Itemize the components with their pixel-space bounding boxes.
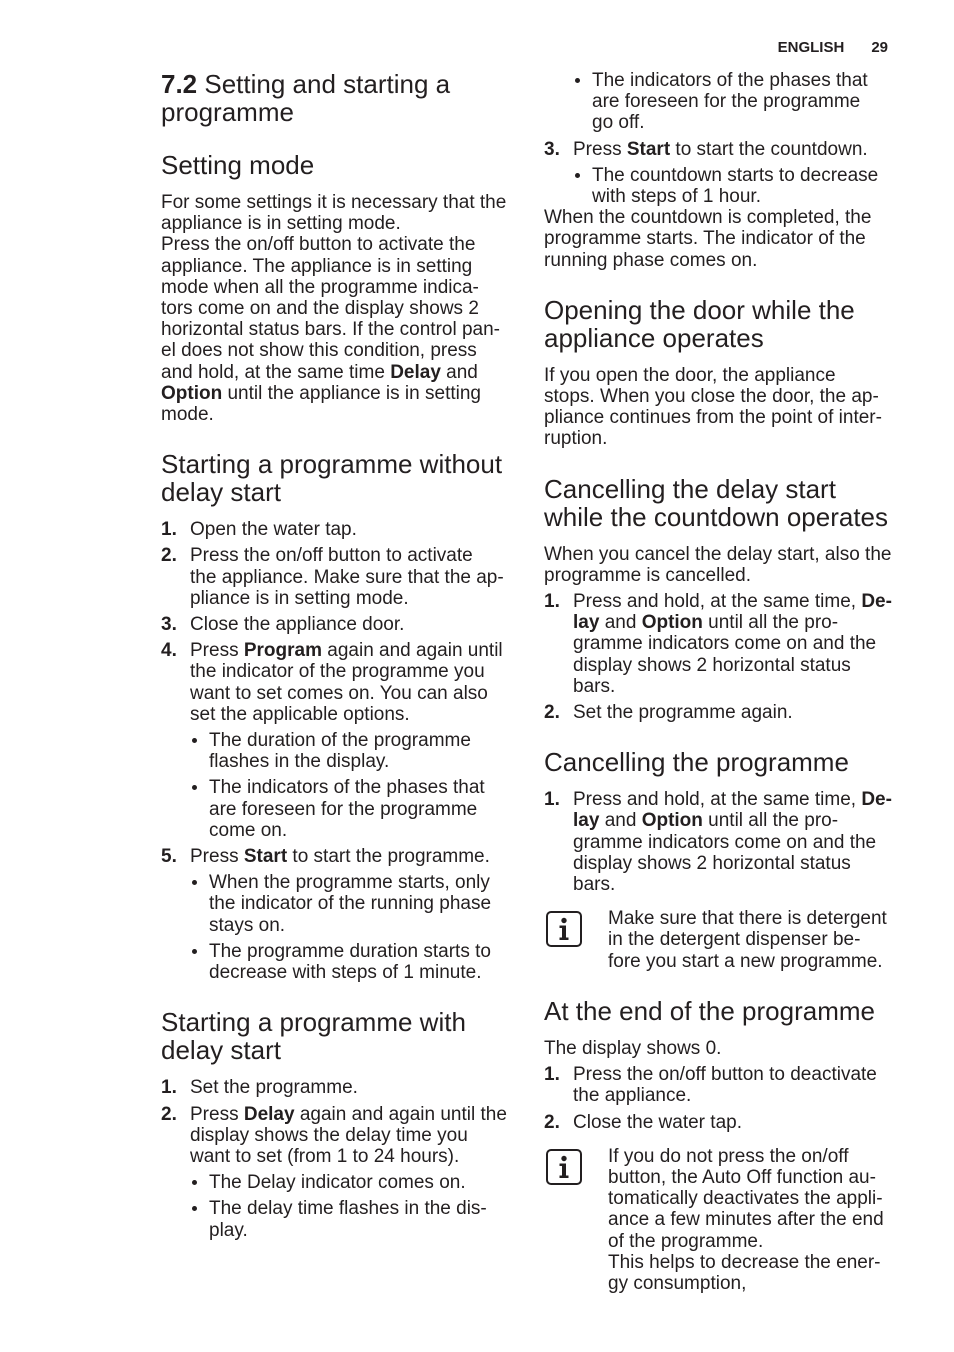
- text-run: Make sure that there is detergent: [608, 908, 887, 930]
- left-column: [161, 70, 521, 1241]
- text-line: [190, 1125, 521, 1146]
- text-line: [161, 383, 521, 404]
- numbered-step: [544, 789, 904, 895]
- numbered-step: [544, 139, 904, 160]
- step-number: 1.: [161, 1077, 177, 1099]
- bullet-point: [161, 1172, 521, 1193]
- text-run: Setting mode: [161, 150, 315, 180]
- paragraph: [544, 365, 904, 450]
- numbered-step: [544, 1064, 904, 1106]
- numbered-step: [161, 519, 521, 540]
- bold-text: Option: [641, 810, 703, 832]
- paragraph: [544, 1038, 904, 1059]
- page-header: [778, 39, 888, 57]
- text-run: bars.: [573, 675, 616, 697]
- text-run: Press: [190, 640, 244, 662]
- text-line: [209, 872, 521, 893]
- text-line: [592, 112, 904, 133]
- bullet-dot: [192, 949, 197, 954]
- text-line: [544, 250, 904, 271]
- page-number: 29: [871, 39, 888, 56]
- text-line: [573, 655, 904, 676]
- step-number: 1.: [544, 1064, 560, 1086]
- text-line: [190, 1146, 521, 1167]
- paragraph: [544, 207, 904, 271]
- text-line: [573, 591, 904, 612]
- text-line: [573, 789, 904, 810]
- text-run: Press the on/off button to activate the: [161, 234, 476, 256]
- language-label: ENGLISH: [777, 39, 845, 56]
- text-line: [161, 98, 521, 126]
- text-line: [608, 1146, 904, 1167]
- text-line: [209, 820, 521, 841]
- info-note: [544, 1146, 904, 1294]
- text-run: display shows 2 horizontal status: [573, 654, 851, 676]
- text-line: [161, 362, 521, 383]
- bullet-point: [161, 872, 521, 936]
- text-line: [161, 234, 521, 255]
- numbered-step: [161, 545, 521, 609]
- text-line: [573, 1112, 904, 1133]
- numbered-step: [544, 591, 904, 697]
- text-run: For some settings it is necessary that the: [161, 192, 507, 213]
- text-line: [190, 519, 521, 540]
- text-run: come on.: [209, 819, 288, 841]
- text-line: [544, 228, 904, 249]
- text-line: [608, 1188, 904, 1209]
- text-line: [161, 192, 521, 213]
- text-line: [161, 319, 521, 340]
- text-run: When you cancel the delay start, also the: [544, 543, 892, 565]
- text-run: of the programme.: [608, 1230, 764, 1252]
- text-line: [209, 941, 521, 962]
- bold-text: Delay: [243, 1103, 295, 1125]
- bullet-point: [161, 1198, 521, 1240]
- bold-text: De-: [861, 591, 892, 613]
- step-number: 5.: [161, 846, 177, 868]
- bullet-point: [161, 777, 521, 841]
- text-run: Press: [190, 1103, 244, 1125]
- text-line: [544, 1038, 904, 1059]
- text-run: until all the pro-: [702, 612, 839, 634]
- text-run: stops. When you close the door, the ap-: [544, 386, 879, 408]
- text-line: [573, 633, 904, 654]
- text-run: are foreseen for the programme: [209, 798, 478, 820]
- text-run: set the applicable options.: [190, 703, 410, 725]
- text-run: again and again until: [322, 640, 503, 662]
- text-line: [190, 545, 521, 566]
- text-run: Press the on/off button to deactivate: [573, 1064, 877, 1086]
- numbered-step: [544, 1112, 904, 1133]
- step-number: 2.: [161, 1103, 177, 1125]
- text-run: appliance operates: [544, 322, 764, 353]
- text-run: Starting a programme with: [161, 1007, 466, 1038]
- info-icon: [546, 1149, 582, 1185]
- text-line: [209, 1220, 521, 1241]
- text-run: delay start: [161, 1035, 281, 1066]
- text-run: until all the pro-: [702, 810, 839, 832]
- text-run: mode when all the programme indica-: [161, 276, 479, 298]
- text-run: Cancelling the programme: [544, 747, 849, 778]
- text-line: [544, 324, 904, 352]
- text-run: The countdown starts to decrease: [592, 164, 879, 186]
- text-run: delay start: [161, 477, 281, 508]
- text-run: Set the programme again.: [573, 702, 793, 724]
- numbered-step: [161, 1077, 521, 1098]
- text-run: Press: [573, 138, 627, 160]
- section-heading: [544, 475, 904, 531]
- text-line: [573, 832, 904, 853]
- text-run: the appliance.: [573, 1085, 692, 1107]
- text-run: Close the water tap.: [573, 1111, 742, 1133]
- text-run: are foreseen for the programme: [592, 91, 861, 113]
- text-run: programme starts. The indicator of the: [544, 228, 866, 250]
- text-line: [209, 915, 521, 936]
- bullet-dot: [192, 738, 197, 743]
- text-run: Set the programme.: [190, 1077, 358, 1099]
- step-number: 1.: [161, 519, 177, 541]
- text-line: [573, 874, 904, 895]
- text-line: [544, 407, 904, 428]
- text-line: [573, 810, 904, 831]
- text-run: At the end of the programme: [544, 995, 875, 1026]
- text-line: [608, 1209, 904, 1230]
- paragraph: [161, 192, 521, 425]
- text-run: and: [599, 612, 642, 634]
- text-run: Press and hold, at the same time,: [573, 591, 862, 613]
- bullet-dot: [192, 1180, 197, 1185]
- text-line: [190, 661, 521, 682]
- text-run: in the detergent dispenser be-: [608, 929, 861, 951]
- text-line: [544, 365, 904, 386]
- text-run: button, the Auto Off function au-: [608, 1166, 876, 1188]
- text-line: [544, 544, 904, 565]
- step-number: 3.: [161, 614, 177, 636]
- text-line: [592, 70, 904, 91]
- text-line: [209, 893, 521, 914]
- text-line: [544, 748, 904, 776]
- bold-text: lay: [573, 612, 600, 634]
- text-line: [608, 951, 904, 972]
- text-run: Close the appliance door.: [190, 614, 405, 636]
- text-line: [161, 256, 521, 277]
- text-run: want to set comes on. You can also: [190, 682, 488, 704]
- text-run: The delay time flashes in the dis-: [209, 1198, 487, 1220]
- text-run: want to set (from 1 to 24 hours).: [190, 1145, 460, 1167]
- text-line: [209, 1172, 521, 1193]
- text-run: fore you start a new programme.: [608, 950, 883, 972]
- text-run: pliance continues from the point of inter-: [544, 407, 882, 429]
- bullet-point: [544, 165, 904, 207]
- section-heading: [544, 997, 904, 1025]
- step-number: 2.: [544, 1111, 560, 1133]
- text-run: programme: [161, 97, 294, 127]
- text-line: [573, 612, 904, 633]
- text-line: [592, 91, 904, 112]
- step-number: 2.: [161, 545, 177, 567]
- text-line: [161, 277, 521, 298]
- text-line: [544, 296, 904, 324]
- text-run: with steps of 1 hour.: [592, 186, 761, 208]
- text-line: [573, 1064, 904, 1085]
- text-run: When the programme starts, only: [209, 872, 490, 894]
- bullet-point: [161, 730, 521, 772]
- text-line: [161, 298, 521, 319]
- text-run: This helps to decrease the ener-: [608, 1251, 881, 1273]
- numbered-step: [161, 614, 521, 635]
- text-line: [161, 340, 521, 361]
- text-run: display shows the delay time you: [190, 1124, 468, 1146]
- text-line: [608, 1231, 904, 1252]
- text-run: and: [440, 361, 478, 383]
- text-run: appliance. The appliance is in setting: [161, 255, 473, 277]
- section-heading: [161, 151, 521, 179]
- text-run: tomatically deactivates the appli-: [608, 1188, 883, 1210]
- numbered-step: [161, 846, 521, 867]
- step-number: 2.: [544, 702, 560, 724]
- text-run: flashes in the display.: [209, 751, 390, 773]
- text-run: The programme duration starts to: [209, 940, 491, 962]
- text-line: [161, 1036, 521, 1064]
- bold-text: Option: [161, 382, 223, 404]
- text-line: [190, 1077, 521, 1098]
- section-heading: [544, 296, 904, 352]
- text-line: [544, 475, 904, 503]
- text-run: If you do not press the on/off: [608, 1145, 849, 1167]
- text-line: [608, 908, 904, 929]
- bold-text: Delay: [390, 361, 441, 383]
- text-line: [161, 478, 521, 506]
- text-run: Press the on/off button to activate: [190, 545, 473, 567]
- bullet-dot: [192, 1206, 197, 1211]
- text-line: [190, 683, 521, 704]
- text-run: until the appliance is in setting: [222, 382, 481, 404]
- bold-text: lay: [573, 810, 600, 832]
- info-note: [544, 908, 904, 972]
- text-line: [592, 165, 904, 186]
- bold-text: Start: [243, 846, 288, 868]
- text-line: [608, 1252, 904, 1273]
- text-run: appliance is in setting mode.: [161, 213, 401, 235]
- text-line: [592, 186, 904, 207]
- text-run: while the countdown operates: [544, 501, 889, 532]
- text-run: play.: [209, 1219, 248, 1241]
- text-line: [544, 207, 904, 228]
- text-run: The Delay indicator comes on.: [209, 1172, 466, 1194]
- text-run: gy consumption,: [608, 1272, 747, 1294]
- text-line: [161, 1008, 521, 1036]
- bullet-dot: [575, 78, 580, 83]
- text-line: [161, 450, 521, 478]
- text-run: again and again until the: [294, 1103, 507, 1125]
- text-run: stays on.: [209, 914, 286, 936]
- bold-text: Program: [243, 640, 322, 662]
- text-run: The duration of the programme: [209, 730, 471, 752]
- text-run: When the countdown is completed, the: [544, 207, 872, 229]
- text-line: [544, 997, 904, 1025]
- bold-text: Start: [626, 138, 671, 160]
- bold-text: De-: [861, 789, 892, 811]
- section-heading: [161, 450, 521, 506]
- text-run: display shows 2 horizontal status: [573, 852, 851, 874]
- text-run: bars.: [573, 874, 616, 896]
- text-run: gramme indicators come on and the: [573, 831, 877, 853]
- text-run: the indicator of the programme you: [190, 661, 485, 683]
- section-heading: [161, 70, 521, 126]
- text-line: [161, 70, 521, 98]
- text-run: to start the countdown.: [670, 138, 868, 160]
- bold-text: 7.2: [161, 69, 198, 99]
- bold-text: Option: [641, 612, 703, 634]
- text-line: [544, 503, 904, 531]
- numbered-step: [544, 702, 904, 723]
- text-run: Setting and starting a: [197, 69, 451, 99]
- text-line: [608, 1273, 904, 1294]
- text-run: and hold, at the same time: [161, 361, 391, 383]
- text-line: [608, 1167, 904, 1188]
- bullet-dot: [192, 785, 197, 790]
- text-line: [209, 751, 521, 772]
- text-run: ance a few minutes after the end: [608, 1209, 884, 1231]
- text-run: Open the water tap.: [190, 519, 357, 541]
- text-run: gramme indicators come on and the: [573, 633, 877, 655]
- text-run: Press: [190, 846, 244, 868]
- bullet-point: [161, 941, 521, 983]
- step-number: 1.: [544, 789, 560, 811]
- text-line: [190, 640, 521, 661]
- text-line: [190, 588, 521, 609]
- text-line: [209, 730, 521, 751]
- text-run: The display shows 0.: [544, 1037, 722, 1059]
- bullet-dot: [192, 880, 197, 885]
- text-run: the appliance. Make sure that the ap-: [190, 566, 504, 588]
- text-run: programme is cancelled.: [544, 564, 751, 586]
- text-run: Cancelling the delay start: [544, 473, 836, 504]
- section-heading: [544, 748, 904, 776]
- text-line: [209, 799, 521, 820]
- text-run: running phase comes on.: [544, 249, 758, 271]
- text-line: [544, 428, 904, 449]
- text-run: decrease with steps of 1 minute.: [209, 962, 482, 984]
- text-line: [573, 139, 904, 160]
- text-line: [209, 777, 521, 798]
- text-run: tors come on and the display shows 2: [161, 298, 479, 320]
- bullet-point: [544, 70, 904, 134]
- text-run: mode.: [161, 404, 214, 426]
- numbered-step: [161, 1104, 521, 1168]
- text-line: [161, 213, 521, 234]
- text-line: [190, 704, 521, 725]
- text-run: Press and hold, at the same time,: [573, 789, 862, 811]
- info-icon: [546, 911, 582, 947]
- numbered-step: [161, 640, 521, 725]
- step-number: 3.: [544, 138, 560, 160]
- step-number: 4.: [161, 640, 177, 662]
- text-line: [573, 1085, 904, 1106]
- text-line: [190, 567, 521, 588]
- text-line: [209, 962, 521, 983]
- text-line: [573, 676, 904, 697]
- text-line: [608, 929, 904, 950]
- text-run: Starting a programme without: [161, 449, 503, 480]
- text-run: The indicators of the phases that: [209, 777, 485, 799]
- right-column: [544, 70, 904, 1294]
- text-line: [544, 386, 904, 407]
- text-run: If you open the door, the appliance: [544, 364, 836, 386]
- text-run: go off.: [592, 112, 645, 134]
- text-line: [161, 404, 521, 425]
- text-run: horizontal status bars. If the control pan-: [161, 319, 501, 341]
- text-run: pliance is in setting mode.: [190, 587, 409, 609]
- text-line: [190, 614, 521, 635]
- text-run: ruption.: [544, 428, 608, 450]
- text-line: [209, 1198, 521, 1219]
- text-line: [190, 846, 521, 867]
- text-line: [544, 565, 904, 586]
- step-number: 1.: [544, 591, 560, 613]
- text-run: the indicator of the running phase: [209, 893, 492, 915]
- paragraph: [544, 544, 904, 586]
- text-run: Opening the door while the: [544, 294, 855, 325]
- text-line: [161, 151, 521, 179]
- text-line: [573, 853, 904, 874]
- bullet-dot: [575, 173, 580, 178]
- text-line: [573, 702, 904, 723]
- text-line: [190, 1104, 521, 1125]
- text-run: el does not show this condition, press: [161, 340, 477, 362]
- text-run: and: [599, 810, 642, 832]
- text-run: The indicators of the phases that: [592, 70, 868, 91]
- text-run: to start the programme.: [287, 846, 490, 868]
- section-heading: [161, 1008, 521, 1064]
